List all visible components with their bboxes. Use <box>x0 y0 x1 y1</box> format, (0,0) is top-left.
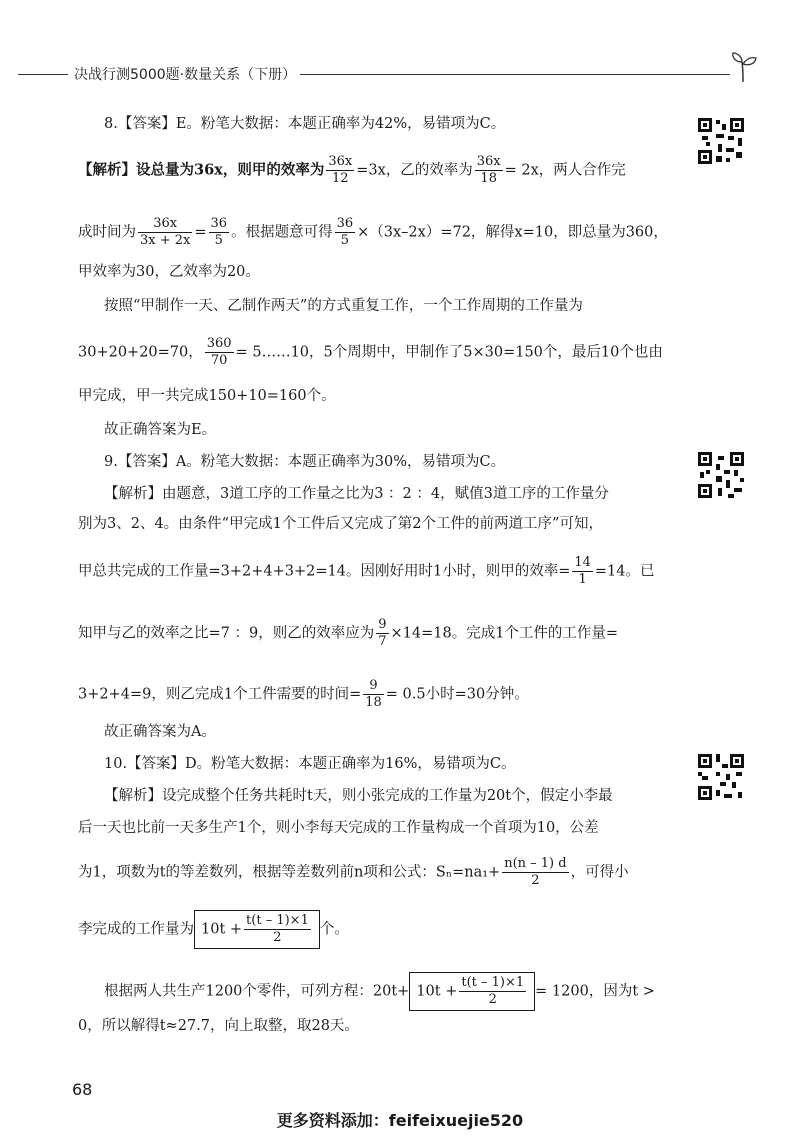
q8-jx-c: = 2x，两人合作完 <box>504 162 626 179</box>
bracket-expression: 10t + $\frac{t(t - 1)\times 1}{2}$ <box>194 910 320 949</box>
q10-answer-line: 10.【答案】D。粉笔大数据：本题正确率为16%，易错项为C。 <box>104 756 516 772</box>
fraction: $\frac{t(t - 1)\times 1}{2}$ <box>461 975 525 1007</box>
header-title: 决战行测5000题·数量关系（下册） <box>74 67 297 83</box>
q8-jx-a: 【解析】设总量为36x，则甲的效率为 <box>78 161 325 179</box>
q8-conclusion: 故正确答案为E。 <box>104 422 217 438</box>
page-header <box>0 62 800 86</box>
q10-solution-line-4: 李完成的工作量为 10t + $\frac{t(t - 1)\times 1}{2}$ 个。 <box>78 910 349 949</box>
qr-code-icon <box>696 450 746 500</box>
sprout-icon <box>728 48 758 84</box>
header-rule-left <box>18 74 68 75</box>
q8-solution-line-3: 甲效率为30，乙效率为20。 <box>78 264 260 280</box>
q8-jx-b: =3x，乙的效率为 <box>356 162 473 179</box>
q10-solution-line-1: 【解析】设完成整个任务共耗时t天，则小张完成的工作量为20t个，假定小李最 <box>104 788 613 804</box>
q10-solution-line-2: 后一天也比前一天多生产1个，则小李每天完成的工作量构成一个首项为10，公差 <box>78 820 599 836</box>
fraction: $\frac{n(n - 1) d}{2}$ <box>504 856 567 888</box>
header-rule-right <box>300 74 730 75</box>
q8-solution-line-2: 成时间为 $\frac{36x}{3x + 2x}$ = $\frac{36}{5}$ 。根据题意可得 $\frac{36}{5}$ ×（3x–2x）=72，解得x=10，即总量为360， <box>78 216 668 248</box>
q9-solution-line-2: 别为3、2、4。由条件“甲完成1个工件后又完成了第2个工件的前两道工序”可知， <box>78 516 603 532</box>
fraction: $\frac{36}{5}$ <box>336 216 354 248</box>
fraction: $\frac{9}{7}$ <box>378 617 387 649</box>
fraction: $\frac{36x}{12}$ <box>328 154 353 186</box>
fraction: $\frac{360}{70}$ <box>206 336 232 368</box>
page-number: 68 <box>72 1080 93 1099</box>
q9-solution-line-5: 3+2+4=9，则乙完成1个工件需要的时间= $\frac{9}{18}$ = 0.5小时=30分钟。 <box>78 678 529 710</box>
q8-answer-line: 8.【答案】E。粉笔大数据：本题正确率为42%，易错项为C。 <box>104 116 506 132</box>
q8-solution-line-4: 按照“甲制作一天、乙制作两天”的方式重复工作，一个工作周期的工作量为 <box>104 298 583 314</box>
fraction: $\frac{36x}{3x + 2x}$ <box>140 216 191 248</box>
q10-solution-line-3: 为1，项数为t的等差数列，根据等差数列前n项和公式：Sₙ=na₁+ $\frac{n(n - 1) d}{2}$ ，可得小 <box>78 856 629 888</box>
q9-solution-line-3: 甲总共完成的工作量=3+2+4+3+2=14。因刚好用时1小时，则甲的效率= $\frac{14}{1}$ =14。已 <box>78 555 655 587</box>
q10-solution-line-6: 0，所以解得t≈27.7，向上取整，取28天。 <box>78 1018 359 1034</box>
fraction: $\frac{9}{18}$ <box>365 678 382 710</box>
q10-solution-line-5: 根据两人共生产1200个零件，可列方程：20t+ 10t + $\frac{t(t - 1)\times 1}{2}$ = 1200，因为t > <box>104 972 655 1011</box>
fraction: $\frac{14}{1}$ <box>574 555 591 587</box>
fraction: $\frac{36x}{18}$ <box>476 154 501 186</box>
qr-code-icon <box>696 116 746 166</box>
q9-answer-line: 9.【答案】A。粉笔大数据：本题正确率为30%，易错项为C。 <box>104 454 506 470</box>
fraction: $\frac{36}{5}$ <box>210 216 228 248</box>
q8-solution-line-5: 30+20+20=70， $\frac{360}{70}$ = 5……10，5个周期中，甲制作了5×30=150个，最后10个也由 <box>78 336 663 368</box>
q9-conclusion: 故正确答案为A。 <box>104 724 216 740</box>
footer-note: 更多资料添加：feifeixuejie520 <box>276 1111 524 1130</box>
q8-solution-line-1 <box>78 154 626 187</box>
q8-solution-line-6: 甲完成，甲一共完成150+10=160个。 <box>78 388 336 404</box>
q9-solution-line-4: 知甲与乙的效率之比=7 ：9，则乙的效率应为 $\frac{9}{7}$ ×14=18。完成1个工件的工作量= <box>78 617 619 649</box>
qr-code-icon <box>696 752 746 802</box>
q9-solution-line-1: 【解析】由题意，3道工序的工作量之比为3 ：2 ：4，赋值3道工序的工作量分 <box>104 486 609 502</box>
fraction: $\frac{t(t - 1)\times 1}{2}$ <box>246 913 309 945</box>
bracket-expression: 10t + $\frac{t(t - 1)\times 1}{2}$ <box>409 972 535 1011</box>
